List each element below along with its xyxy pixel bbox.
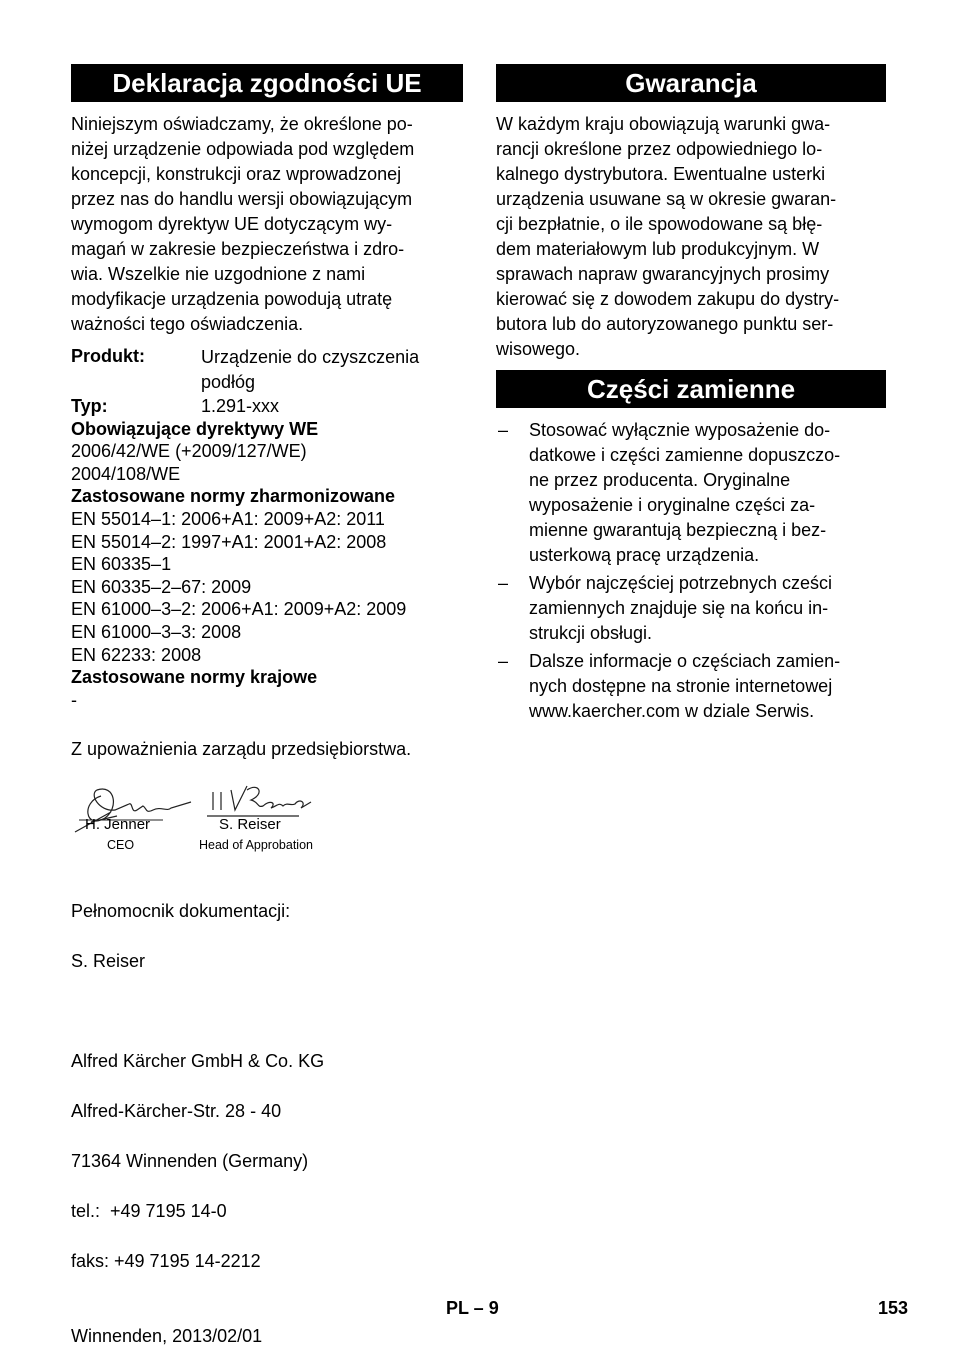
declaration-intro: Niniejszym oświadczamy, że określone po- niżej urządzenie odpowiada pod względem koncepcji, konstrukcji oraz wprowadzonej przez nas do handlu wersji obowiązującym wymogom dyrektyw UE dotyczącym wy- magań w zakresie bezpieczeństwa i zdro- wia. Wszelkie nie uzgodnione z nami modyfikacje urządzenia powodują utratę ważności tego oświadczenia. [71, 114, 415, 334]
warranty-text: W każdym kraju obowiązują warunki gwa- rancji określone przez odpowiedniego lo- kalnego dystrybutora. Ewentualne usterki urządzenia usuwane są w okresie gwaran- cji bezpłatnie, o ile spowodowane są błę- dem materiałowym lub produkcyjnym. W sprawach napraw gwarancyjnych prosimy kierować się z dowodem zakupu do dystry- butora lub do autoryzowanego punktu ser- wisowego. [496, 114, 840, 359]
national-value: - [71, 689, 77, 710]
parts-heading: Części zamienne [496, 370, 886, 408]
signatory-name: S. Reiser [219, 816, 281, 834]
proxy-label: Pełnomocnik dokumentacji: [71, 901, 291, 922]
list-item-text: Dalsze informacje o częściach zamien- nych dostępne na stronie internetowej www.kaercher.com w dziale Serwis. [529, 651, 841, 721]
proxy-block [71, 874, 463, 999]
directive-item: 2004/108/WE [71, 463, 181, 484]
harmonized-item: EN 62233: 2008 [71, 644, 202, 665]
list-item [496, 571, 886, 646]
company-address [71, 1024, 463, 1299]
list-item [496, 418, 886, 568]
proxy-name: S. Reiser [71, 951, 146, 972]
declaration-column [71, 64, 463, 1349]
bullet-dash: – [498, 420, 509, 440]
footer-section-label: PL – 9 [446, 1298, 499, 1318]
product-label: Produkt: [71, 346, 145, 366]
type-value: 1.291-xxx [201, 396, 280, 416]
harmonized-label: Zastosowane normy zharmonizowane [71, 486, 396, 507]
harmonized-item: EN 55014–2: 1997+A1: 2001+A2: 2008 [71, 531, 387, 552]
place-date: Winnenden, 2013/02/01 [71, 1326, 263, 1347]
signatory-role: Head of Approbation [199, 838, 313, 853]
harmonized-item: EN 61000–3–2: 2006+A1: 2009+A2: 2009 [71, 599, 407, 620]
directives-label: Obowiązujące dyrektywy WE [71, 418, 319, 439]
address-line: Alfred Kärcher GmbH & Co. KG [71, 1051, 325, 1072]
warranty-heading: Gwarancja [496, 64, 886, 102]
signatory-role: CEO [107, 838, 135, 853]
list-item-text: Wybór najczęściej potrzebnych cześci zamiennych znajduje się na końcu in- strukcji obsługi. [529, 573, 832, 643]
harmonized-item: EN 55014–1: 2006+A1: 2009+A2: 2011 [71, 508, 385, 529]
page-number: 153 [878, 1298, 909, 1318]
address-line: Alfred-Kärcher-Str. 28 - 40 [71, 1101, 282, 1122]
directive-item: 2006/42/WE (+2009/127/WE) [71, 441, 307, 462]
bullet-dash: – [498, 573, 509, 593]
signatory-name: H. Jenner [85, 816, 151, 834]
address-line: faks: +49 7195 14-2212 [71, 1251, 261, 1272]
harmonized-item: EN 61000–3–3: 2008 [71, 621, 242, 642]
harmonized-item: EN 60335–1 [71, 554, 172, 575]
product-spec [71, 345, 463, 711]
authorization-text: Z upoważnienia zarządu przedsiębiorstwa. [71, 739, 412, 760]
address-line: 71364 Winnenden (Germany) [71, 1151, 309, 1172]
type-label: Typ: [71, 396, 108, 416]
parts-list [496, 418, 886, 724]
declaration-heading: Deklaracja zgodności UE [71, 64, 463, 102]
type-row [71, 395, 463, 418]
bullet-dash: – [498, 651, 509, 671]
harmonized-item: EN 60335–2–67: 2009 [71, 576, 252, 597]
signature-block [71, 766, 463, 866]
national-label: Zastosowane normy krajowe [71, 667, 318, 688]
signature-reiser [207, 786, 311, 816]
address-line: tel.: +49 7195 14-0 [71, 1201, 227, 1222]
list-item [496, 649, 886, 724]
product-row [71, 345, 463, 395]
warranty-column [496, 64, 886, 727]
list-item-text: Stosować wyłącznie wyposażenie do- datkowe i części zamienne dopuszczo- ne przez producenta. Oryginalne wyposażenie i oryginalne części za- mienne gwarantują bezpieczną i bez- usterkową pracę urządzenia. [529, 420, 841, 565]
product-value: Urządzenie do czyszczenia podłóg [201, 347, 420, 392]
